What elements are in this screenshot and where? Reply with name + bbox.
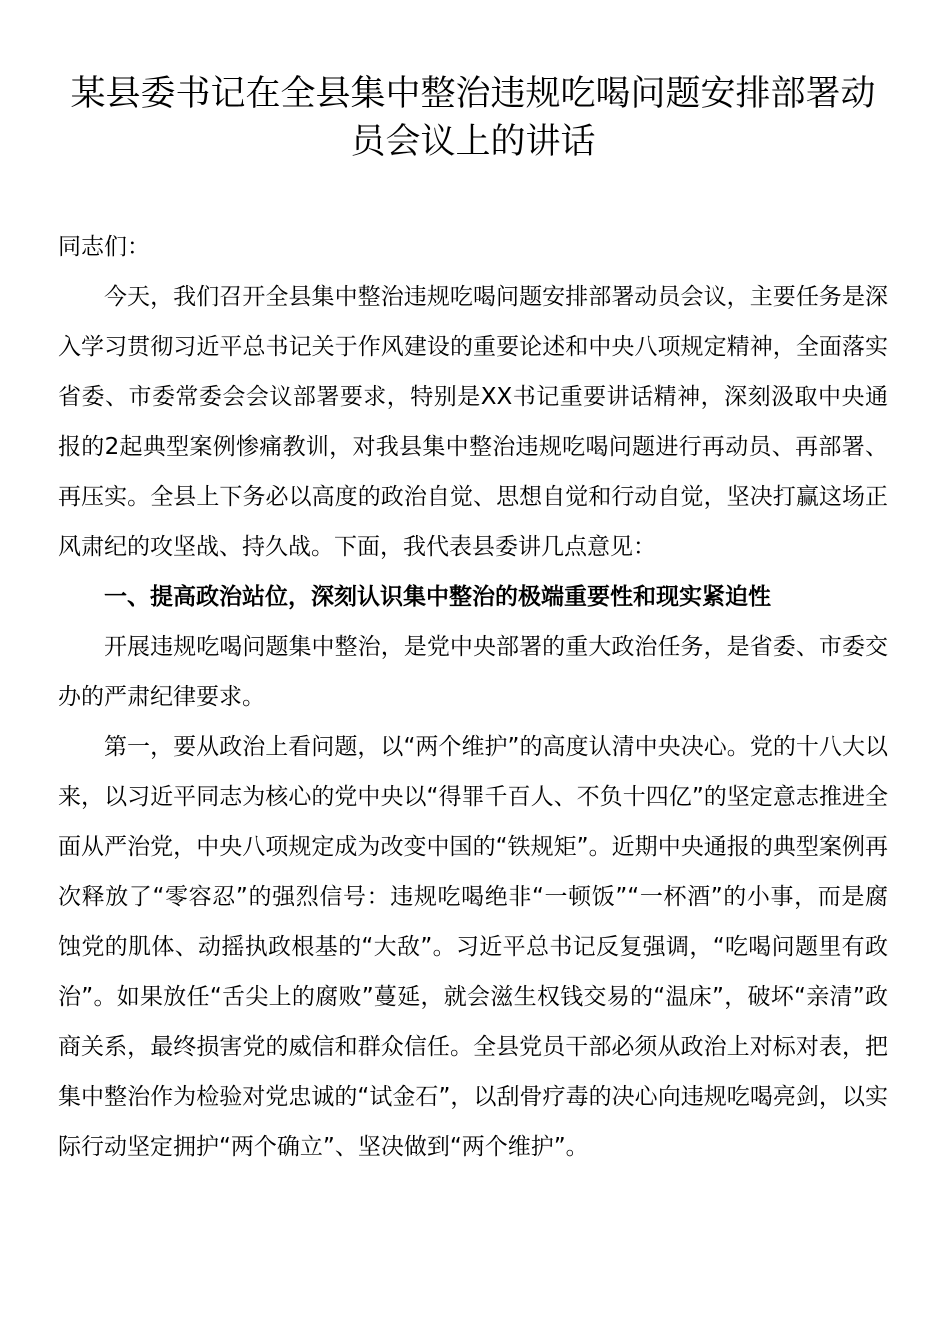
document-page — [58, 70, 888, 1172]
salutation: 同志们： — [58, 234, 150, 260]
document-title: 某县委书记在全县集中整治违规吃喝问题安排部署动员会议上的讲话 — [70, 74, 876, 162]
section-heading-1: 一、提高政治站位，深刻认识集中整治的极端重要性和现实紧迫性 — [104, 584, 771, 610]
intro-paragraph: 今天，我们召开全县集中整治违规吃喝问题安排部署动员会议，主要任务是深入学习贯彻习近平总书记关于作风建设的重要论述和中央八项规定精神，全面落实省委、市委常委会会议部署要求，特别是XX书记重要讲话精神，深刻汲取中央通报的2起典型案例惨痛教训，对我县集中整治违规吃喝问题进行再动员、再部署、再压实。全县上下务必以高度的政治自觉、思想自觉和行动自觉，坚决打赢这场正风肃纪的攻坚战、持久战。下面，我代表县委讲几点意见： — [58, 284, 888, 560]
section1-paragraph-1: 开展违规吃喝问题集中整治，是党中央部署的重大政治任务，是省委、市委交办的严肃纪律要求。 — [58, 634, 888, 710]
section1-paragraph-2: 第一，要从政治上看问题，以“两个维护”的高度认清中央决心。党的十八大以来，以习近平同志为核心的党中央以“得罪千百人、不负十四亿”的坚定意志推进全面从严治党，中央八项规定成为改变中国的“铁规矩”。近期中央通报的典型案例再次释放了“零容忍”的强烈信号：违规吃喝绝非“一顿饭”“一杯酒”的小事，而是腐蚀党的肌体、动摇执政根基的“大敌”。习近平总书记反复强调，“吃喝问题里有政治”。如果放任“舌尖上的腐败”蔓延，就会滋生权钱交易的“温床”，破坏“亲清”政商关系，最终损害党的威信和群众信任。全县党员干部必须从政治上对标对表，把集中整治作为检验对党忠诚的“试金石”，以刮骨疗毒的决心向违规吃喝亮剑，以实际行动坚定拥护“两个确立”、坚决做到“两个维护”。 — [58, 734, 888, 1160]
